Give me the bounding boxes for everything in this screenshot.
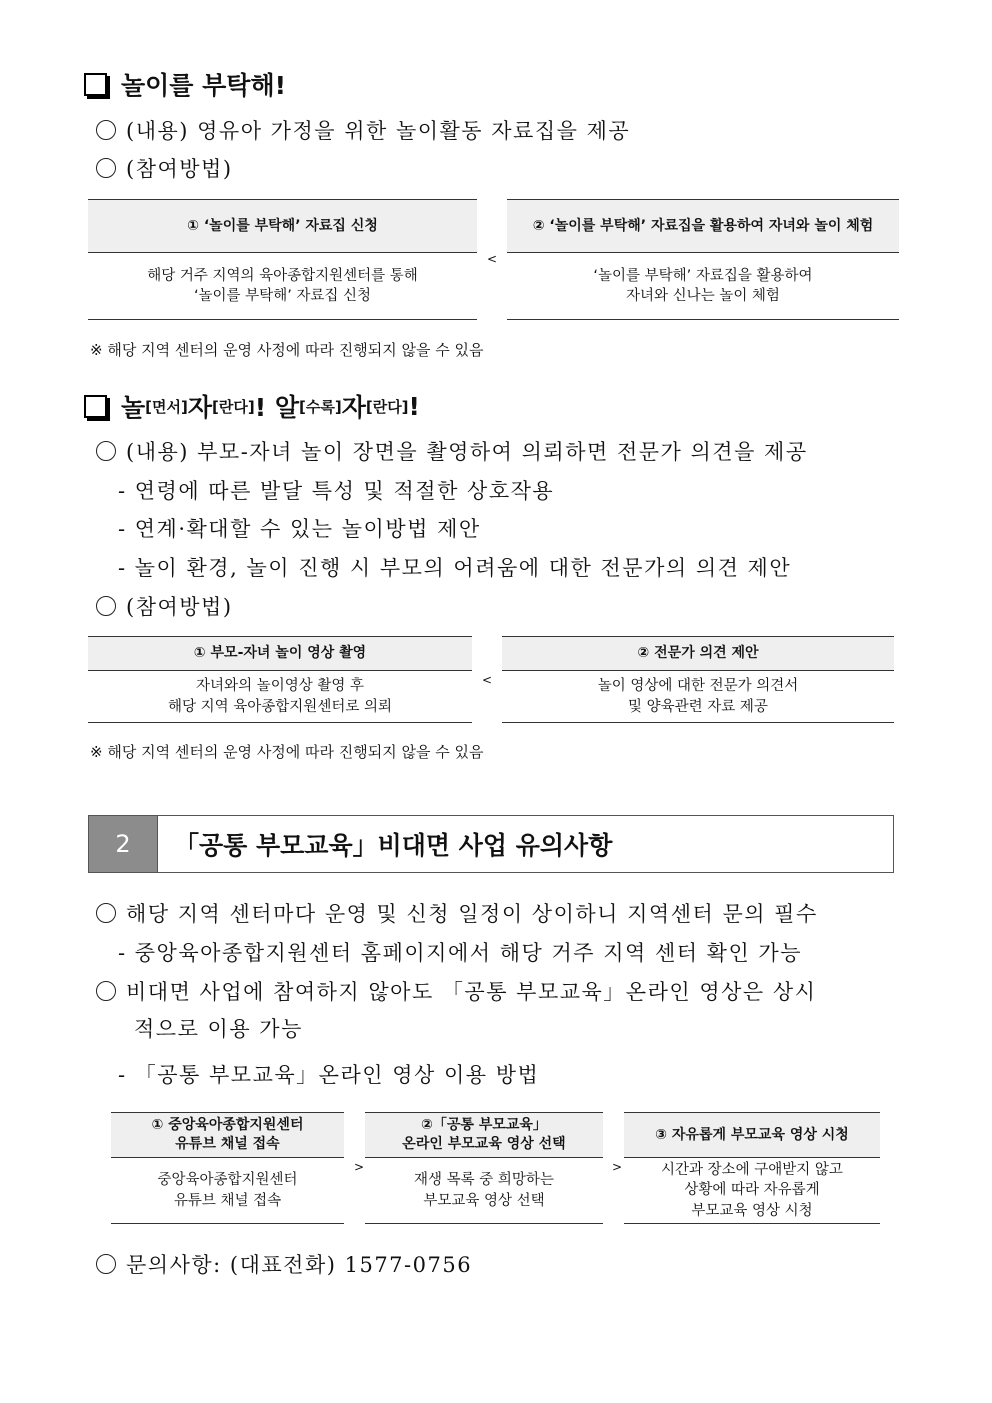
flow-arrow-icon: < xyxy=(482,673,493,687)
section1-method: (참여방법) xyxy=(96,153,233,183)
section1-content: (내용) 영유아 가정을 위한 놀이활동 자료집을 제공 xyxy=(96,115,630,145)
flow3-step2-body: 재생 목록 중 희망하는 부모교육 영상 선택 xyxy=(365,1158,603,1224)
flow-arrow-icon: > xyxy=(354,1160,365,1174)
section2-bullet: - 놀이 환경, 놀이 진행 시 부모의 어려움에 대한 전문가의 의견 제안 xyxy=(118,556,792,580)
flow3-step3-body: 시간과 장소에 구애받지 않고 상황에 따라 자유롭게 부모교육 영상 시청 xyxy=(624,1158,880,1224)
section-title-play-request: 놀이를 부탁해! xyxy=(84,66,286,102)
checkbox-square-icon xyxy=(84,73,107,96)
notice-item-1: 해당 지역 센터마다 운영 및 신청 일정이 상이하니 지역센터 문의 필수 xyxy=(96,898,818,928)
circle-bullet-icon xyxy=(96,120,116,140)
flow3-step1-body: 중앙육아종합지원센터 유튜브 채널 접속 xyxy=(111,1158,344,1224)
section2-note: ※ 해당 지역 센터의 운영 사정에 따라 진행되지 않을 수 있음 xyxy=(90,743,484,761)
flow-arrow-icon: < xyxy=(487,252,498,266)
flow2-step2-body: 놀이 영상에 대한 전문가 의견서 및 양육관련 자료 제공 xyxy=(502,671,894,723)
section2-bullet: - 연령에 따른 발달 특성 및 적절한 상호작용 xyxy=(118,479,555,503)
checkbox-square-icon xyxy=(84,395,107,418)
flow3-step1-head: ① 중앙육아종합지원센터 유튜브 채널 접속 xyxy=(111,1112,344,1158)
circle-bullet-icon xyxy=(96,158,116,178)
flow1-step2-body: ‘놀이를 부탁해’ 자료집을 활용하여 자녀와 신나는 놀이 체험 xyxy=(507,253,899,320)
section2-content: (내용) 부모-자녀 놀이 장면을 촬영하여 의뢰하면 전문가 의견을 제공 xyxy=(96,436,808,466)
flow2-step2-head: ② 전문가 의견 제안 xyxy=(502,636,894,671)
flow2-step1-head: ① 부모-자녀 놀이 영상 촬영 xyxy=(88,636,472,671)
circle-bullet-icon xyxy=(96,1254,116,1274)
circle-bullet-icon xyxy=(96,441,116,461)
circle-bullet-icon xyxy=(96,981,116,1001)
flow1-step2-head: ② ‘놀이를 부탁해’ 자료집을 활용하여 자녀와 놀이 체험 xyxy=(507,199,899,253)
flow1-step1-head: ① ‘놀이를 부탁해’ 자료집 신청 xyxy=(88,199,477,253)
flow-arrow-icon: > xyxy=(612,1160,623,1174)
section2-bullet: - 연계·확대할 수 있는 놀이방법 제안 xyxy=(118,517,481,541)
contact-info: 문의사항: (대표전화) 1577-0756 xyxy=(96,1249,472,1279)
banner-number: 2 xyxy=(89,816,157,872)
flow3-step3-head: ③ 자유롭게 부모교육 영상 시청 xyxy=(624,1112,880,1158)
flow2-step1-body: 자녀와의 놀이영상 촬영 후 해당 지역 육아종합지원센터로 의뢰 xyxy=(88,671,472,723)
notice-item-2-cont: 적으로 이용 가능 xyxy=(134,1017,303,1041)
section2-method: (참여방법) xyxy=(96,591,233,621)
notice-item-1-sub: - 중앙육아종합지원센터 홈페이지에서 해당 거주 지역 센터 확인 가능 xyxy=(118,941,803,965)
section-banner xyxy=(88,815,894,873)
flow1-step1-body: 해당 거주 지역의 육아종합지원센터를 통해 ‘놀이를 부탁해’ 자료집 신청 xyxy=(88,253,477,320)
section1-note: ※ 해당 지역 센터의 운영 사정에 따라 진행되지 않을 수 있음 xyxy=(90,341,484,359)
section-title-play-grow: 놀 [면서] 자 [란다] ! 알 [수록] 자 [란다] ! xyxy=(84,388,420,424)
notice-item-2: 비대면 사업에 참여하지 않아도 「공통 부모교육」온라인 영상은 상시 xyxy=(96,976,816,1006)
flow3-step2-head: ②「공통 부모교육」 온라인 부모교육 영상 선택 xyxy=(365,1112,603,1158)
circle-bullet-icon xyxy=(96,596,116,616)
circle-bullet-icon xyxy=(96,903,116,923)
banner-title: 「공통 부모교육」비대면 사업 유의사항 xyxy=(157,816,893,872)
notice-item-2-sub: - 「공통 부모교육」온라인 영상 이용 방법 xyxy=(118,1063,540,1087)
